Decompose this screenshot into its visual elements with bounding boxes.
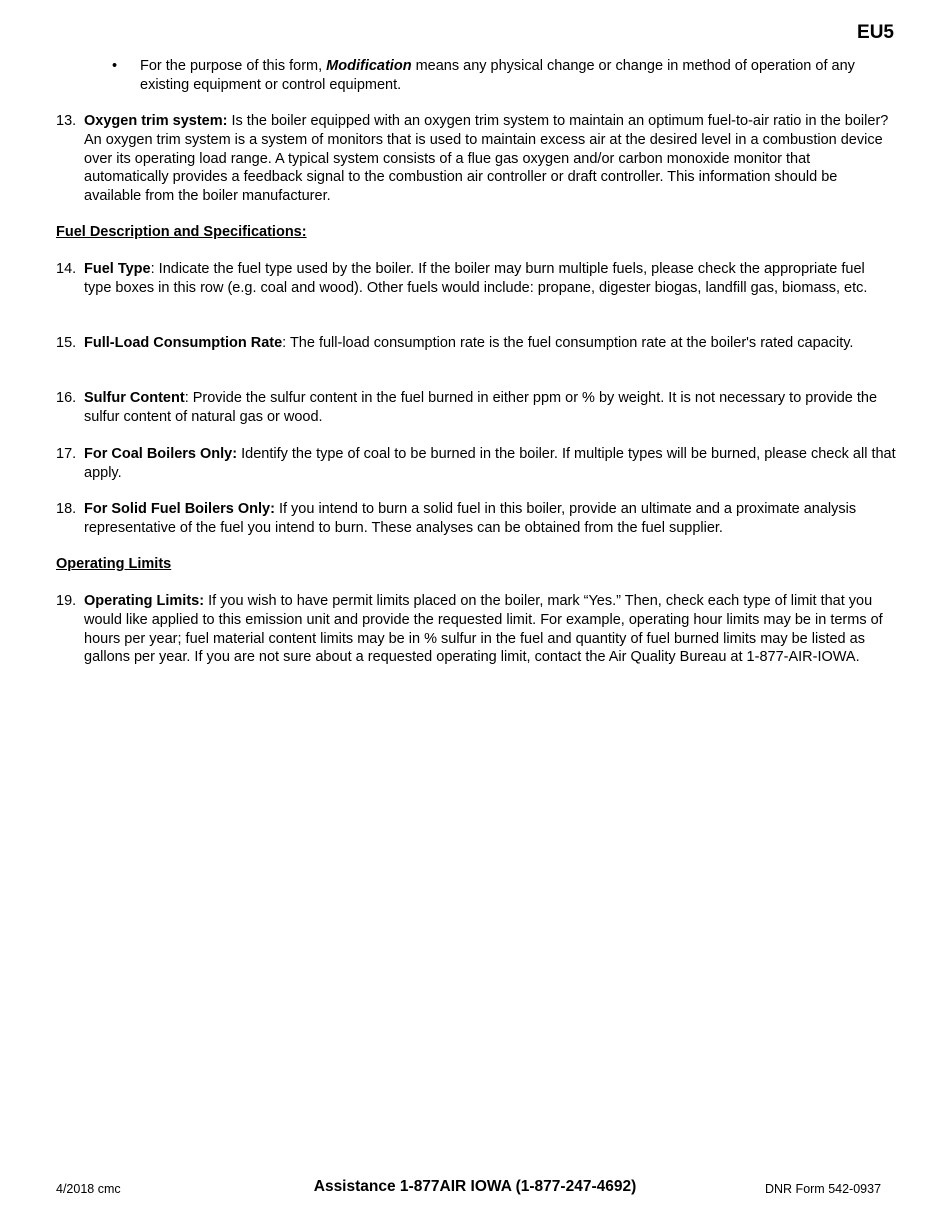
item-number: 15. [56, 335, 77, 351]
item-14 [56, 260, 896, 298]
item-19 [56, 592, 896, 667]
note-text: means any physical change or change in method of operation of any existing equipment or control equipment. [140, 58, 855, 93]
footer-form-number: DNR Form 542-0937 [765, 1182, 882, 1196]
fuel-heading: Fuel Description and Specifications: [56, 224, 307, 240]
item-title: For Coal Boilers Only: [84, 446, 238, 462]
item-title: Oxygen trim system: [84, 113, 228, 129]
modification-note [112, 57, 890, 95]
item-17 [56, 445, 896, 483]
operating-heading: Operating Limits [56, 556, 172, 572]
item-15 [56, 334, 896, 353]
item-number: 14. [56, 261, 77, 277]
item-number: 13. [56, 113, 77, 129]
item-text: : The full-load consumption rate is the fuel consumption rate at the boiler's rated capacity. [282, 335, 854, 351]
item-text: If you intend to burn a solid fuel in this boiler, provide an ultimate and a proximate analysis representative of the fuel you intend to burn. These analyses can be obtained from the fuel supplier. [84, 501, 857, 536]
footer-date: 4/2018 cmc [56, 1182, 121, 1196]
item-13 [56, 112, 896, 206]
item-number: 17. [56, 446, 77, 462]
note-prefix: For the purpose of this form, [140, 58, 327, 74]
note-term: Modification [326, 58, 412, 74]
item-title: Sulfur Content [84, 390, 185, 406]
item-text: Identify the type of coal to be burned in the boiler. If multiple types will be burned, please check all that apply. [84, 446, 896, 481]
item-title: Full-Load Consumption Rate [84, 335, 283, 351]
item-title: Fuel Type [84, 261, 151, 277]
item-text: : Indicate the fuel type used by the boiler. If the boiler may burn multiple fuels, please check the appropriate fuel type boxes in this row (e.g. coal and wood). Other fuels would include: propane, digester biogas, landfill gas, biomass, etc. [84, 261, 868, 296]
form-id: EU5 [857, 22, 894, 43]
item-number: 16. [56, 390, 77, 406]
item-title: For Solid Fuel Boilers Only: [84, 501, 275, 517]
item-number: 19. [56, 593, 77, 609]
item-18 [56, 500, 896, 538]
item-text: If you wish to have permit limits placed on the boiler, mark “Yes.” Then, check each type of limit that you would like applied to this emission unit and provide the requested limit. For example, operating hour limits may be in terms of hours per year; fuel material content limits may be in % sulfur in the fuel and quantity of fuel burned limits may be listed as gallons per year. If you are not sure about a requested operating limit, contact the Air Quality Bureau at 1-877-AIR-IOWA. [84, 593, 883, 666]
item-title: Operating Limits: [84, 593, 205, 609]
item-16 [56, 389, 896, 427]
item-number: 18. [56, 501, 77, 517]
bullet-icon: • [112, 58, 118, 74]
footer-assistance: Assistance 1-877AIR IOWA (1-877-247-4692) [313, 1178, 637, 1195]
item-text: : Provide the sulfur content in the fuel burned in either ppm or % by weight. It is not necessary to provide the sulfur content of natural gas or wood. [84, 390, 878, 425]
item-text: Is the boiler equipped with an oxygen trim system to maintain an optimum fuel-to-air ratio in the boiler? An oxygen trim system is a system of monitors that is used to maintain excess air at the desired level in a combustion device over its operating load range. A typical system consists of a flue gas oxygen and/or carbon monoxide monitor that automatically provides a feedback signal to the combustion air controller or draft controller. This information should be available from the boiler manufacturer. [84, 113, 889, 205]
